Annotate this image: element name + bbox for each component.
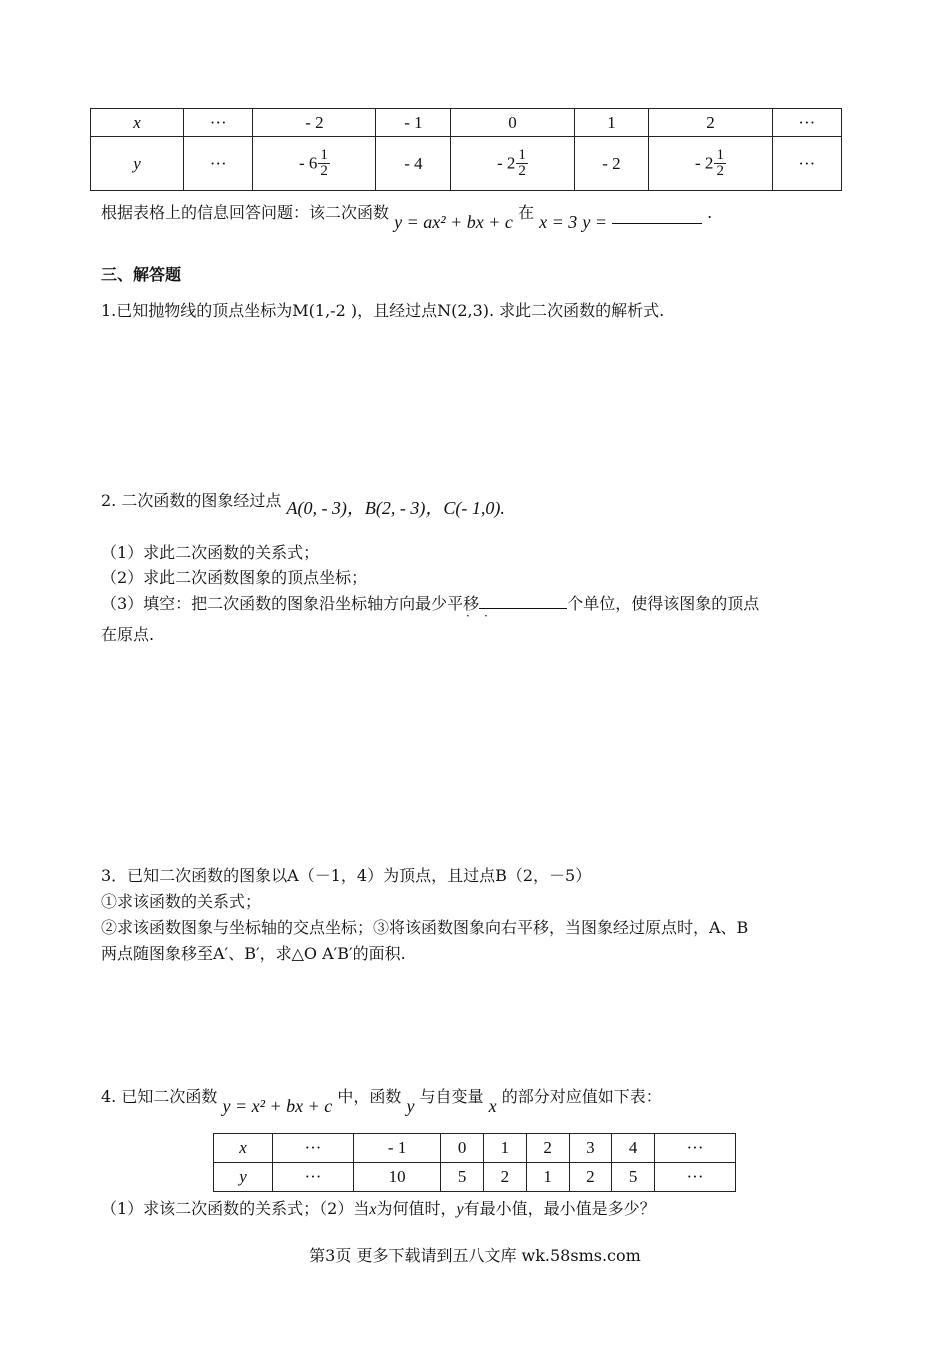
var-x: x [369, 1201, 377, 1218]
question-2-part-3-cont: 在原点. [101, 625, 155, 644]
table-cell: - 4 [376, 137, 451, 191]
question-text: 与自变量 [419, 1087, 484, 1106]
table-cell: ··· [654, 1134, 735, 1163]
period: . [707, 203, 713, 222]
table-cell: ··· [273, 1163, 354, 1192]
formula: y = x² + bx + c [222, 1096, 333, 1116]
table-cell: ··· [654, 1163, 735, 1192]
question-text: 2. 二次函数的图象经过点 [101, 491, 282, 510]
question-4-ask [101, 1196, 656, 1219]
numerator: 1 [320, 147, 328, 163]
table-cell: 2 [569, 1163, 612, 1192]
denominator: 2 [716, 163, 724, 179]
question-text: 4. 已知二次函数 [101, 1087, 218, 1106]
question-text: 根据表格上的信息回答问题：该二次函数 [101, 203, 390, 222]
question-3-line-3: ②求该函数图象与坐标轴的交点坐标；③将该函数图象向右平移，当图象经过原点时，A、B [101, 918, 749, 937]
table-row [91, 109, 842, 137]
formula: y = ax² + bx + c [394, 212, 513, 232]
question-text: 的部分对应值如下表： [501, 1087, 662, 1106]
table-cell: 1 [526, 1163, 569, 1192]
table-cell: ··· [184, 109, 253, 137]
table-header-y: y [214, 1163, 273, 1192]
question-text: （3）填空：把二次函数的图象沿坐标轴方向最少平移 [101, 594, 480, 613]
numerator: 1 [518, 147, 526, 163]
points: A(0, - 3)，B(2, - 3)，C(- 1,0). [286, 498, 505, 518]
question-3-line-4: 两点随图象移至A′、B′，求△O A′B′的面积. [101, 944, 406, 963]
table-cell: 0 [451, 109, 574, 137]
value-table-1 [90, 108, 842, 191]
table-cell: 0 [441, 1134, 484, 1163]
question-text: 为何值时， [376, 1199, 457, 1218]
fraction [318, 148, 330, 179]
table-cell: 1 [484, 1134, 527, 1163]
question-3-line-2: ①求该函数的关系式； [101, 892, 262, 911]
question-1: 1.已知抛物线的顶点坐标为M(1,-2 )，且经过点N(2,3). 求此二次函数的解析式. [101, 301, 665, 320]
table-cell: 5 [612, 1163, 655, 1192]
table-row [91, 137, 842, 191]
table-cell: ··· [273, 1134, 354, 1163]
whole-part: - 2 [496, 153, 516, 173]
question-2-part-3 [101, 591, 759, 614]
y-equals: y = [582, 212, 607, 232]
table-cell: 2 [526, 1134, 569, 1163]
table-cell: ··· [772, 137, 841, 191]
table-header-x: x [91, 109, 184, 137]
table-question [101, 200, 713, 232]
table-cell: - 2 [574, 137, 649, 191]
table-cell [451, 137, 574, 191]
fraction [516, 148, 528, 179]
table-cell: 5 [441, 1163, 484, 1192]
numerator: 1 [716, 147, 724, 163]
table-cell [253, 137, 376, 191]
x-condition: x = 3 [539, 212, 578, 232]
question-text: 个单位，使得该图象的顶点 [567, 594, 760, 613]
table-cell: - 2 [253, 109, 376, 137]
question-3-line-1: 3．已知二次函数的图象以A（－1，4）为顶点，且过点B（2，－5） [101, 866, 592, 885]
table-cell: - 1 [376, 109, 451, 137]
denominator: 2 [320, 163, 328, 179]
table-row [214, 1163, 736, 1192]
table-cell: 2 [484, 1163, 527, 1192]
answer-blank[interactable] [612, 223, 702, 224]
denominator: 2 [518, 163, 526, 179]
table-cell: 1 [574, 109, 649, 137]
question-text: 中，函数 [337, 1087, 402, 1106]
table-row [214, 1134, 736, 1163]
table-cell: 4 [612, 1134, 655, 1163]
value-table-2 [213, 1133, 736, 1192]
fraction [714, 148, 726, 179]
table-header-x: x [214, 1134, 273, 1163]
question-2-intro [101, 486, 505, 518]
question-2-part-2: （2）求此二次函数图象的顶点坐标； [101, 568, 368, 587]
var-y: y [456, 1201, 464, 1218]
question-4-intro [101, 1084, 662, 1116]
table-cell: 3 [569, 1134, 612, 1163]
table-cell [649, 137, 772, 191]
word-at: 在 [518, 203, 535, 222]
question-text: （1）求该二次函数的关系式；（2）当 [101, 1199, 370, 1218]
table-cell: ··· [184, 137, 253, 191]
table-header-y: y [91, 137, 184, 191]
section-title: 三、解答题 [101, 265, 182, 284]
table-cell: ··· [772, 109, 841, 137]
table-cell: - 1 [353, 1134, 440, 1163]
emphasis-dot: · [484, 609, 488, 623]
emphasis-dot: · [466, 609, 470, 623]
page-footer: 第3页 更多下载请到五八文库 wk.58sms.com [309, 1246, 641, 1265]
var-y: y [406, 1096, 415, 1116]
whole-part: - 2 [695, 153, 714, 173]
answer-blank[interactable] [479, 608, 567, 609]
table-cell: 10 [353, 1163, 440, 1192]
whole-part: - 6 [298, 153, 318, 173]
question-2-part-1: （1）求此二次函数的关系式； [101, 543, 320, 562]
var-x: x [488, 1096, 497, 1116]
table-cell: 2 [649, 109, 772, 137]
question-text: 有最小值，最小值是多少？ [463, 1199, 656, 1218]
